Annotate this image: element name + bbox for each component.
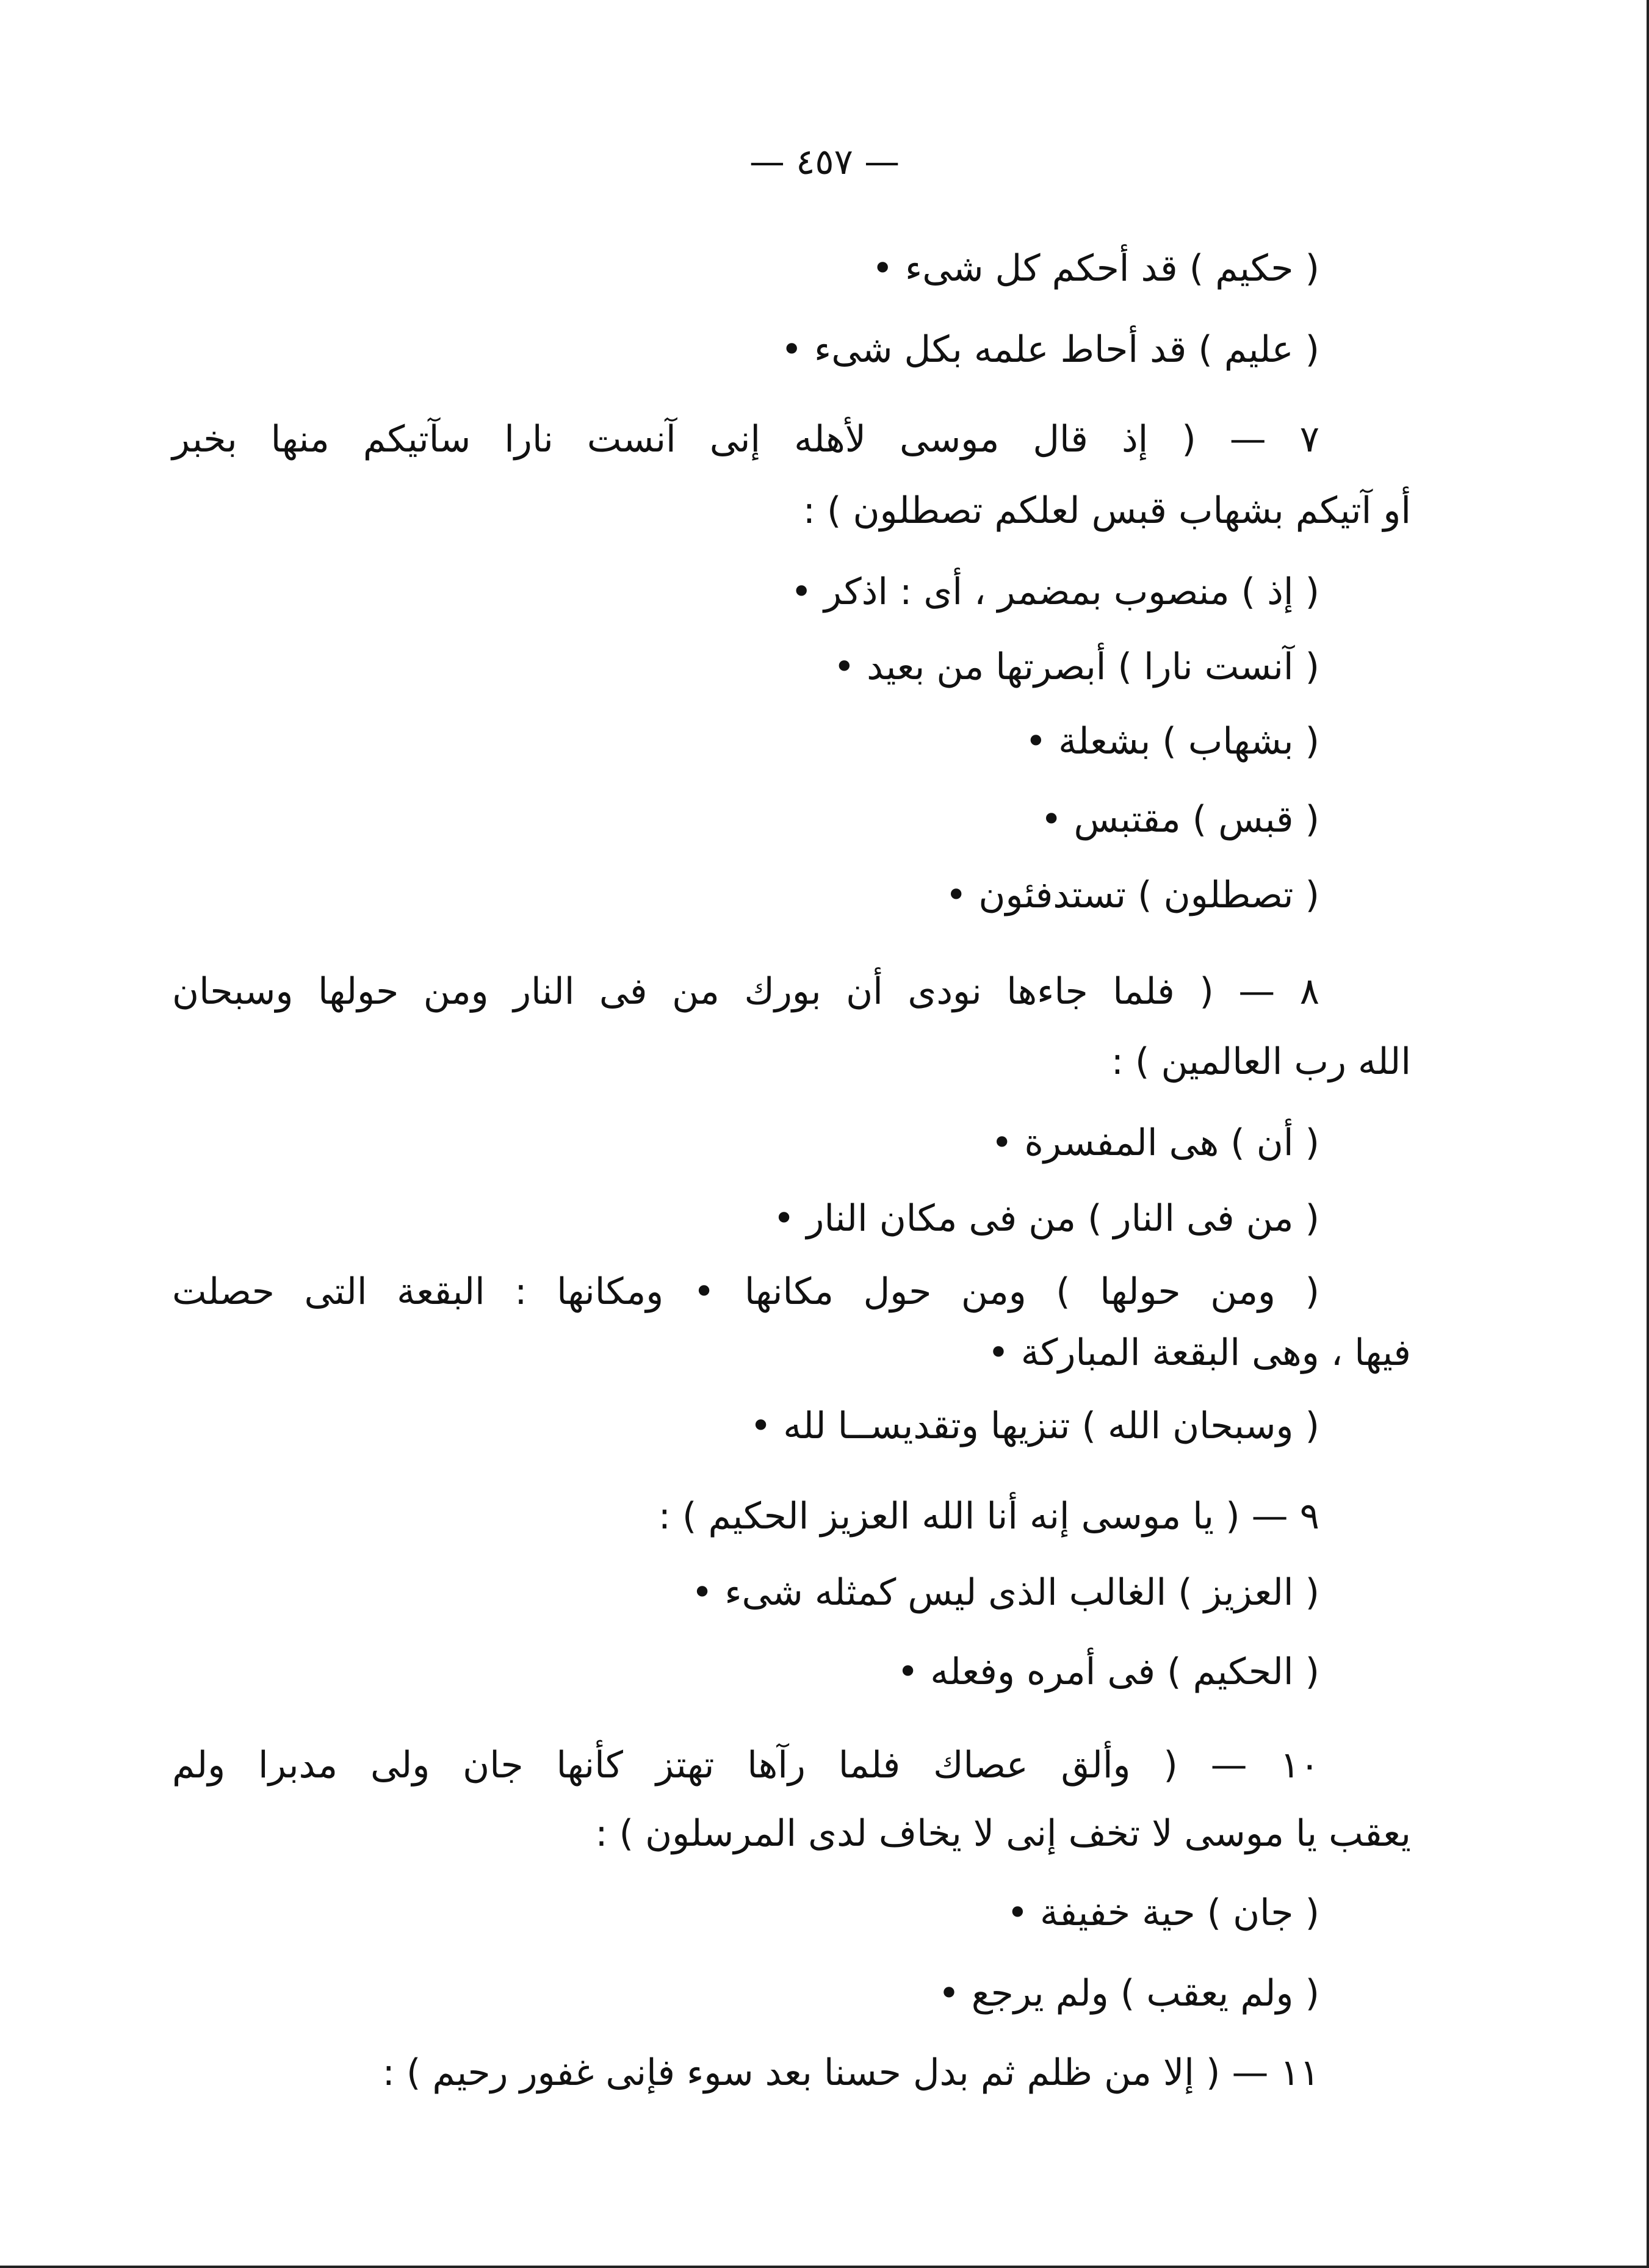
text-line: ٩ — ( يا موسى إنه أنا الله العزيز الحكيم ) :	[658, 1495, 1319, 1538]
text-line: ١١ — ( إلا من ظلم ثم بدل حسنا بعد سوء فإنى غفور رحيم ) :	[382, 2051, 1319, 2094]
text-line: ( حكيم ) قد أحكم كل شىء •	[871, 247, 1319, 290]
text-line: ( إذ ) منصوب بمضمر ، أى : اذكر •	[790, 571, 1319, 613]
text-line: ( أن ) هى المفسرة •	[990, 1121, 1319, 1164]
text-line: أو آتيكم بشهاب قبس لعلكم تصطلون ) :	[803, 489, 1411, 532]
text-line: ٨ — ( فلما جاءها نودى أن بورك من فى النار ومن حولها وسبحان	[172, 970, 1319, 1013]
text-line: الله رب العالمين ) :	[1111, 1040, 1411, 1083]
text-line: يعقب يا موسى لا تخف إنى لا يخاف لدى المرسلون ) :	[595, 1812, 1411, 1855]
text-line: فيها ، وهى البقعة المباركة •	[987, 1331, 1411, 1374]
text-line: ١٠ — ( وألق عصاك فلما رآها تهتز كأنها جان ولى مدبرا ولم	[172, 1744, 1319, 1787]
text-line: ( عليم ) قد أحاط علمه بكل شىء •	[781, 328, 1319, 371]
text-line: ٧ — ( إذ قال موسى لأهله إنى آنست نارا سآتيكم منها بخبر	[172, 418, 1319, 461]
page-number: — ٤٥٧ —	[749, 141, 900, 182]
page-edge-bottom	[0, 2266, 1649, 2268]
text-line: ( جان ) حية خفيفة •	[1006, 1892, 1319, 1934]
text-line: ( وسبحان الله ) تنزيها وتقديســا لله •	[749, 1405, 1319, 1447]
text-line: ( آنست نارا ) أبصرتها من بعيد •	[833, 646, 1319, 688]
page-edge-right	[1647, 0, 1649, 2268]
text-line: ( تصطلون ) تستدفئون •	[945, 874, 1319, 916]
text-line: ( ولم يعقب ) ولم يرجع •	[938, 1972, 1319, 2015]
text-line: ( العزيز ) الغالب الذى ليس كمثله شىء •	[691, 1571, 1319, 1614]
text-line: ( بشهاب ) بشعلة •	[1025, 720, 1319, 763]
text-line: ( ومن حولها ) ومن حول مكانها • ومكانها : البقعة التى حصلت	[172, 1270, 1319, 1313]
text-line: ( من فى النار ) من فى مكان النار •	[773, 1197, 1319, 1240]
text-line: ( الحكيم ) فى أمره وفعله •	[897, 1651, 1319, 1693]
text-line: ( قبس ) مقتبس •	[1041, 798, 1319, 841]
